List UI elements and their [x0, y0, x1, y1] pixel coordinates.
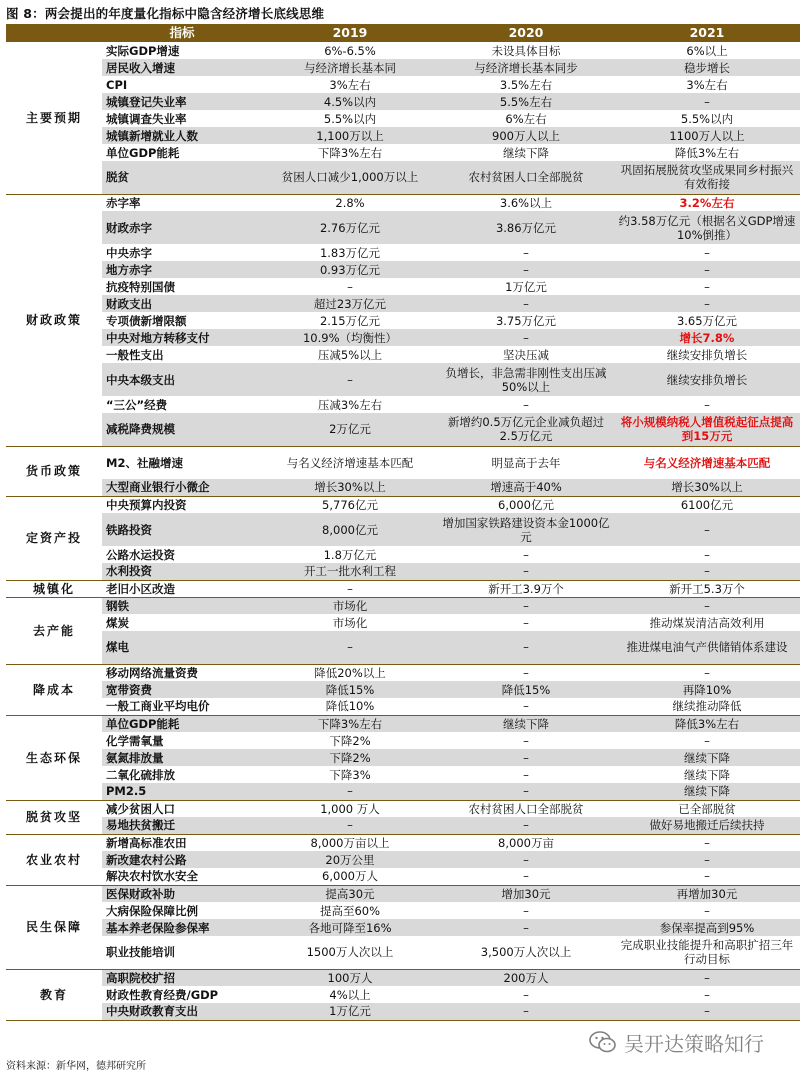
- value-2021-cell: –: [614, 597, 800, 614]
- table-row: [6, 766, 800, 783]
- table-row: [6, 346, 800, 363]
- value-2021-cell: –: [614, 969, 800, 986]
- value-2020-cell: 增速高于40%: [438, 479, 614, 496]
- indicator-cell: 职业技能培训: [102, 936, 262, 969]
- value-2021-cell: 已全部脱贫: [678, 801, 736, 816]
- table-row: [6, 1003, 800, 1020]
- value-2019-cell: 与经济增长基本同: [262, 59, 438, 76]
- value-2019-cell: 2.76万亿元: [262, 211, 438, 244]
- table-row: [6, 800, 800, 817]
- category-cell: 教育: [6, 969, 102, 1020]
- table-row: [6, 664, 800, 681]
- value-2020-cell: 6,000亿元: [498, 497, 554, 512]
- header-2021: 2021: [614, 24, 800, 42]
- table-row: [6, 127, 800, 144]
- category-cell: 民生保障: [6, 885, 102, 969]
- value-2019-cell: 市场化: [262, 597, 438, 614]
- indicator-cell: 解决农村饮水安全: [102, 868, 262, 885]
- value-2019-cell: 下降3%左右: [317, 145, 383, 160]
- category-cell: 财政政策: [6, 194, 102, 446]
- value-2021-cell: 继续安排负增长: [666, 347, 748, 362]
- table-row: [6, 546, 800, 563]
- indicator-cell: 专项债新增限额: [106, 313, 187, 328]
- table-row: [6, 749, 800, 766]
- indicator-cell: 氨氮排放量: [102, 749, 262, 766]
- value-2019-cell: 3%左右: [329, 77, 371, 92]
- table-row: [6, 278, 800, 295]
- value-2020-cell: 5.5%左右: [438, 93, 614, 110]
- value-2021-cell: 做好易地搬迁后续扶持: [614, 817, 800, 834]
- watermark: [588, 1022, 764, 1062]
- indicator-cell: 中央财政教育支出: [102, 1003, 262, 1020]
- indicator-cell: 减税降费规模: [102, 413, 262, 446]
- source-note: 资料来源：新华网，德邦研究所: [6, 1061, 146, 1072]
- value-2021-cell: 将小规模纳税人增值税起征点提高到15万元: [614, 413, 800, 446]
- table-row: [6, 42, 800, 59]
- value-2019-cell: 1,100万以上: [262, 127, 438, 144]
- table-row: [6, 563, 800, 580]
- value-2020-cell: 3,500万人次以上: [438, 936, 614, 969]
- table-row: [6, 817, 800, 834]
- value-2019-cell: 1500万人次以上: [262, 936, 438, 969]
- value-2020-cell: –: [438, 749, 614, 766]
- table-row: [6, 783, 800, 800]
- value-2019-cell: 1万亿元: [262, 1003, 438, 1020]
- table-header-row: [6, 24, 800, 42]
- value-2020-cell: –: [438, 597, 614, 614]
- table-row: [6, 513, 800, 546]
- value-2020-cell: –: [523, 665, 529, 680]
- table-row: [6, 312, 800, 329]
- indicator-cell: 单位GDP能耗: [102, 715, 262, 732]
- value-2021-cell: –: [614, 261, 800, 278]
- value-2020-cell: 新增约0.5万亿元企业减负超过2.5万亿元: [438, 413, 614, 446]
- category-cell: 城镇化: [6, 580, 102, 597]
- indicator-cell: 水利投资: [102, 563, 262, 580]
- value-2021-cell: 再降10%: [614, 681, 800, 698]
- indicator-cell: 新增高标准农田: [106, 835, 187, 850]
- value-2019-cell: –: [262, 363, 438, 396]
- indicator-cell: 煤炭: [106, 615, 129, 630]
- value-2019-cell: 1.83万亿元: [319, 245, 381, 260]
- value-2020-cell: –: [438, 698, 614, 715]
- value-2020-cell: –: [438, 563, 614, 580]
- value-2019-cell: 4.5%以内: [262, 93, 438, 110]
- value-2020-cell: 增加国家铁路建设资本金1000亿元: [438, 513, 614, 546]
- table-row: [6, 715, 800, 732]
- value-2020-cell: 200万人: [438, 969, 614, 986]
- figure-title: 图 8：两会提出的年度量化指标中隐含经济增长底线思维: [6, 6, 325, 21]
- value-2020-cell: 明显高于去年: [491, 455, 561, 470]
- indicator-table-wrap: [6, 24, 800, 1021]
- value-2021-cell: 巩固拓展脱贫攻坚成果同乡村振兴有效衔接: [614, 161, 800, 194]
- table-body: [6, 42, 800, 1020]
- table-row: [6, 631, 800, 664]
- table-row: [6, 110, 800, 127]
- table-row: [6, 93, 800, 110]
- indicator-cell: 移动网络流量资费: [106, 665, 198, 680]
- value-2020-cell: 3.75万亿元: [495, 313, 557, 328]
- table-row: [6, 161, 800, 194]
- value-2020-cell: 与经济增长基本同步: [438, 59, 614, 76]
- value-2019-cell: 4%以上: [329, 987, 371, 1002]
- value-2021-cell: 参保率提高到95%: [614, 919, 800, 936]
- table-row: [6, 76, 800, 93]
- indicator-cell: 赤字率: [106, 195, 141, 210]
- value-2019-cell: 100万人: [262, 969, 438, 986]
- value-2020-cell: 6%左右: [505, 111, 547, 126]
- value-2019-cell: 提高至60%: [319, 903, 381, 918]
- value-2021-cell: 继续下降: [614, 783, 800, 800]
- indicator-cell: 煤电: [102, 631, 262, 664]
- value-2021-cell: –: [704, 665, 710, 680]
- value-2021-cell: –: [704, 733, 710, 748]
- category-cell: 脱贫攻坚: [6, 800, 102, 834]
- table-row: [6, 211, 800, 244]
- value-2019-cell: 1.8万亿元: [323, 547, 377, 562]
- value-2019-cell: 2.8%: [335, 195, 365, 210]
- value-2021-cell: –: [704, 903, 710, 918]
- value-2021-cell: –: [704, 397, 710, 412]
- value-2021-cell: –: [614, 513, 800, 546]
- indicator-cell: 中央本级支出: [102, 363, 262, 396]
- table-row: [6, 244, 800, 261]
- value-2021-cell: 与名义经济增速基本匹配: [643, 455, 771, 470]
- indicator-cell: 中央赤字: [106, 245, 152, 260]
- value-2019-cell: 0.93万亿元: [262, 261, 438, 278]
- indicator-cell: 城镇登记失业率: [102, 93, 262, 110]
- indicator-cell: 减少贫困人口: [106, 801, 175, 816]
- indicator-cell: M2、社融增速: [106, 455, 183, 470]
- value-2021-cell: –: [704, 835, 710, 850]
- value-2019-cell: 6%-6.5%: [324, 43, 376, 58]
- value-2019-cell: –: [262, 631, 438, 664]
- indicator-cell: 公路水运投资: [106, 547, 175, 562]
- value-2020-cell: –: [438, 817, 614, 834]
- category-cell: 货币政策: [6, 446, 102, 496]
- value-2020-cell: –: [438, 919, 614, 936]
- value-2020-cell: 3.86万亿元: [438, 211, 614, 244]
- indicator-cell: 居民收入增速: [102, 59, 262, 76]
- value-2019-cell: –: [347, 279, 353, 294]
- indicator-cell: 一般工商业平均电价: [102, 698, 262, 715]
- value-2020-cell: 3.5%左右: [499, 77, 553, 92]
- indicator-cell: 中央预算内投资: [106, 497, 187, 512]
- value-2019-cell: 压减3%左右: [317, 397, 383, 412]
- indicator-cell: 抗疫特别国债: [106, 279, 175, 294]
- value-2021-cell: 3%左右: [686, 77, 728, 92]
- value-2020-cell: –: [438, 295, 614, 312]
- header-indicator: 指标: [102, 24, 262, 42]
- value-2021-cell: 继续安排负增长: [614, 363, 800, 396]
- value-2019-cell: 5.5%以内: [323, 111, 377, 126]
- value-2021-cell: 新开工5.3万个: [614, 580, 800, 597]
- value-2020-cell: –: [438, 783, 614, 800]
- value-2020-cell: –: [438, 851, 614, 868]
- value-2020-cell: –: [438, 261, 614, 278]
- table-row: [6, 851, 800, 868]
- value-2020-cell: 8,000万亩: [498, 835, 554, 850]
- table-row: [6, 732, 800, 749]
- value-2020-cell: –: [438, 868, 614, 885]
- value-2021-cell: –: [614, 1003, 800, 1020]
- indicator-cell: CPI: [106, 77, 128, 92]
- value-2019-cell: 市场化: [332, 615, 368, 630]
- value-2021-cell: 降低3%左右: [614, 715, 800, 732]
- table-row: [6, 479, 800, 496]
- category-cell: 去产能: [6, 597, 102, 664]
- value-2019-cell: 下降2%: [329, 733, 371, 748]
- value-2019-cell: 1,000 万人: [320, 801, 380, 816]
- value-2019-cell: 超过23万亿元: [262, 295, 438, 312]
- value-2020-cell: 坚决压减: [503, 347, 549, 362]
- indicator-cell: PM2.5: [102, 783, 262, 800]
- value-2019-cell: 8,000亿元: [262, 513, 438, 546]
- value-2021-cell: 增长30%以上: [614, 479, 800, 496]
- value-2021-cell: 继续下降: [614, 749, 800, 766]
- value-2020-cell: 3.6%以上: [499, 195, 553, 210]
- header-2020: 2020: [438, 24, 614, 42]
- value-2021-cell: 6%以上: [686, 43, 728, 58]
- indicator-cell: 大型商业银行小微企: [102, 479, 262, 496]
- value-2020-cell: –: [438, 1003, 614, 1020]
- value-2019-cell: 贫困人口减少1,000万以上: [262, 161, 438, 194]
- table-row: [6, 580, 800, 597]
- value-2019-cell: 与名义经济增速基本匹配: [286, 455, 414, 470]
- value-2020-cell: –: [523, 733, 529, 748]
- value-2019-cell: 2万亿元: [262, 413, 438, 446]
- table-row: [6, 329, 800, 346]
- indicator-cell: 财政支出: [102, 295, 262, 312]
- table-row: [6, 868, 800, 885]
- value-2021-cell: 推动煤炭清洁高效利用: [649, 615, 765, 630]
- value-2021-cell: –: [704, 987, 710, 1002]
- value-2021-cell: –: [704, 245, 710, 260]
- value-2019-cell: 8,000万亩以上: [310, 835, 390, 850]
- value-2019-cell: 降低15%: [262, 681, 438, 698]
- wechat-icon: [588, 1030, 618, 1054]
- value-2019-cell: 降低10%: [262, 698, 438, 715]
- value-2019-cell: –: [262, 783, 438, 800]
- indicator-cell: 城镇新增就业人数: [102, 127, 262, 144]
- table-row: [6, 59, 800, 76]
- table-row: [6, 295, 800, 312]
- value-2021-cell: 稳步增长: [614, 59, 800, 76]
- value-2020-cell: –: [523, 547, 529, 562]
- value-2020-cell: 继续下降: [438, 715, 614, 732]
- indicator-cell: 单位GDP能耗: [106, 145, 180, 160]
- value-2021-cell: 继续下降: [684, 767, 730, 782]
- value-2021-cell: 3.2%左右: [679, 195, 735, 210]
- value-2020-cell: 新开工3.9万个: [438, 580, 614, 597]
- value-2021-cell: –: [614, 851, 800, 868]
- table-row: [6, 614, 800, 631]
- value-2020-cell: –: [523, 615, 529, 630]
- indicator-cell: 一般性支出: [106, 347, 164, 362]
- category-cell: 生态环保: [6, 715, 102, 800]
- value-2020-cell: 继续下降: [503, 145, 549, 160]
- table-row: [6, 902, 800, 919]
- table-row: [6, 261, 800, 278]
- value-2021-cell: 推进煤电油气产供储销体系建设: [614, 631, 800, 664]
- value-2020-cell: 1万亿元: [505, 279, 547, 294]
- category-cell: 降成本: [6, 664, 102, 715]
- category-cell: 农业农村: [6, 834, 102, 885]
- value-2021-cell: 3.65万亿元: [676, 313, 738, 328]
- table-row: [6, 681, 800, 698]
- value-2020-cell: 增加30元: [438, 885, 614, 902]
- indicator-cell: 易地扶贫搬迁: [102, 817, 262, 834]
- indicator-cell: 实际GDP增速: [106, 43, 180, 58]
- value-2021-cell: –: [704, 547, 710, 562]
- value-2020-cell: 农村贫困人口全部脱贫: [438, 161, 614, 194]
- value-2021-cell: –: [614, 295, 800, 312]
- value-2020-cell: –: [438, 631, 614, 664]
- value-2020-cell: –: [523, 987, 529, 1002]
- value-2021-cell: 1100万人以上: [614, 127, 800, 144]
- value-2021-cell: 降低3%左右: [674, 145, 740, 160]
- table-row: [6, 194, 800, 211]
- value-2021-cell: 继续推动降低: [614, 698, 800, 715]
- header-category: [6, 24, 102, 42]
- indicator-cell: 财政赤字: [102, 211, 262, 244]
- table-row: [6, 597, 800, 614]
- value-2019-cell: 10.9%（均衡性）: [262, 329, 438, 346]
- indicator-cell: 宽带资费: [102, 681, 262, 698]
- indicator-cell: 城镇调查失业率: [106, 111, 187, 126]
- watermark-text: 吴开达策略知行: [624, 1031, 764, 1056]
- table-row: [6, 413, 800, 446]
- value-2020-cell: –: [523, 767, 529, 782]
- value-2019-cell: 各地可降至16%: [262, 919, 438, 936]
- value-2020-cell: –: [523, 903, 529, 918]
- value-2021-cell: 6100亿元: [680, 497, 734, 512]
- indicator-cell: 化学需氧量: [106, 733, 164, 748]
- value-2019-cell: 下降2%: [262, 749, 438, 766]
- indicator-cell: 高职院校扩招: [102, 969, 262, 986]
- table-row: [6, 969, 800, 986]
- indicator-cell: “三公”经费: [106, 397, 168, 412]
- value-2019-cell: 6,000万人: [262, 868, 438, 885]
- value-2019-cell: 增长30%以上: [262, 479, 438, 496]
- value-2021-cell: 5.5%以内: [680, 111, 734, 126]
- value-2019-cell: 20万公里: [262, 851, 438, 868]
- table-row: [6, 396, 800, 413]
- value-2019-cell: 2.15万亿元: [319, 313, 381, 328]
- value-2020-cell: –: [523, 245, 529, 260]
- header-2019: 2019: [262, 24, 438, 42]
- value-2021-cell: 增长7.8%: [614, 329, 800, 346]
- indicator-cell: 基本养老保险参保率: [102, 919, 262, 936]
- table-row: [6, 363, 800, 396]
- value-2021-cell: 再增加30元: [614, 885, 800, 902]
- value-2021-cell: 完成职业技能提升和高职扩招三年行动目标: [614, 936, 800, 969]
- value-2020-cell: 900万人以上: [438, 127, 614, 144]
- value-2021-cell: –: [614, 868, 800, 885]
- table-row: [6, 936, 800, 969]
- indicator-cell: 铁路投资: [102, 513, 262, 546]
- value-2020-cell: –: [523, 397, 529, 412]
- indicator-cell: 大病保险保障比例: [106, 903, 198, 918]
- category-cell: 主要预期: [6, 42, 102, 194]
- value-2020-cell: –: [438, 329, 614, 346]
- table-row: [6, 885, 800, 902]
- indicator-table: [6, 24, 800, 1021]
- value-2019-cell: 开工一批水利工程: [262, 563, 438, 580]
- indicator-cell: 新改建农村公路: [102, 851, 262, 868]
- table-row: [6, 834, 800, 851]
- table-row: [6, 446, 800, 479]
- value-2019-cell: –: [262, 817, 438, 834]
- value-2020-cell: 未设具体目标: [491, 43, 561, 58]
- table-row: [6, 919, 800, 936]
- value-2019-cell: 压减5%以上: [317, 347, 383, 362]
- table-row: [6, 986, 800, 1003]
- value-2019-cell: 下降3%左右: [262, 715, 438, 732]
- indicator-cell: 老旧小区改造: [102, 580, 262, 597]
- indicator-cell: 医保财政补助: [102, 885, 262, 902]
- category-cell: 定资产投: [6, 496, 102, 580]
- indicator-cell: 钢铁: [102, 597, 262, 614]
- value-2021-cell: –: [614, 563, 800, 580]
- value-2019-cell: 下降3%: [329, 767, 371, 782]
- value-2019-cell: 提高30元: [262, 885, 438, 902]
- value-2021-cell: –: [704, 279, 710, 294]
- indicator-cell: 地方赤字: [102, 261, 262, 278]
- indicator-cell: 财政性教育经费/GDP: [106, 987, 219, 1002]
- value-2020-cell: 降低15%: [438, 681, 614, 698]
- value-2020-cell: 负增长，非急需非刚性支出压减50%以上: [438, 363, 614, 396]
- table-row: [6, 144, 800, 161]
- value-2021-cell: 约3.58万亿元（根据名义GDP增速10%倒推）: [614, 211, 800, 244]
- indicator-cell: 脱贫: [102, 161, 262, 194]
- indicator-cell: 二氧化硫排放: [106, 767, 175, 782]
- value-2019-cell: 5,776亿元: [322, 497, 378, 512]
- table-row: [6, 496, 800, 513]
- value-2020-cell: 农村贫困人口全部脱贫: [468, 801, 584, 816]
- value-2021-cell: –: [614, 93, 800, 110]
- indicator-cell: 中央对地方转移支付: [102, 329, 262, 346]
- table-row: [6, 698, 800, 715]
- value-2019-cell: 降低20%以上: [314, 665, 386, 680]
- value-2019-cell: –: [262, 580, 438, 597]
